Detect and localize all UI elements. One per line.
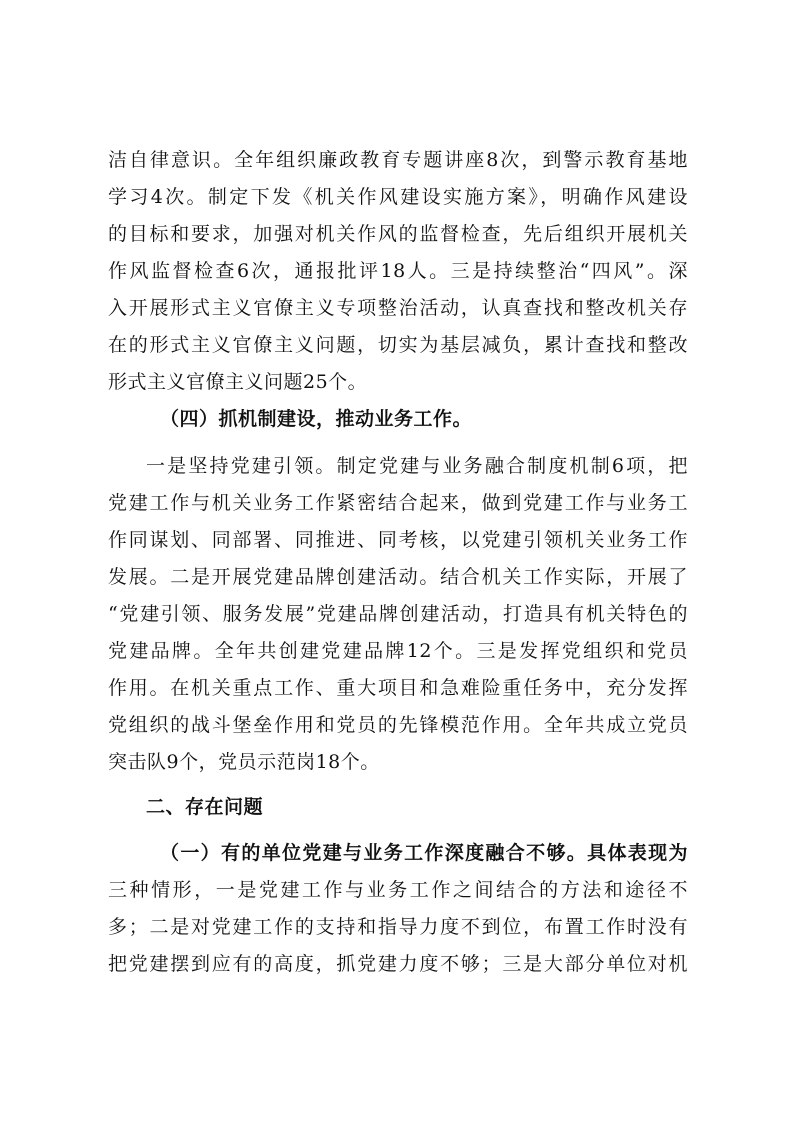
body-text-line: 突击队9个，党员示范岗18个。 (108, 751, 380, 773)
body-text-line: 形式主义官僚主义问题25个。 (108, 371, 368, 393)
body-text-line: 多；二是对党建工作的支持和指导力度不到位，布置工作时没有 (108, 916, 688, 938)
body-text-line: 发展。二是开展党建品牌创建活动。结合机关工作实际，开展了 (108, 566, 688, 588)
body-text-line: 把党建摆到应有的高度，抓党建力度不够；三是大部分单位对机 (108, 953, 688, 975)
body-text-line: 的目标和要求，加强对机关作风的监督检查，先后组织开展机关 (108, 223, 688, 245)
body-text-line: 党建工作与机关业务工作紧密结合起来，做到党建工作与业务工 (108, 492, 688, 514)
body-text-line: 作风监督检查6次，通报批评18人。三是持续整治“四风”。深 (108, 260, 688, 282)
body-text-line: 一是坚持党建引领。制定党建与业务融合制度机制6项，把 (146, 455, 688, 477)
body-text-line: 作用。在机关重点工作、重大项目和急难险重任务中，充分发挥 (108, 677, 688, 699)
body-text-line: 学习4次。制定下发《机关作风建设实施方案》，明确作风建设 (108, 186, 688, 208)
body-text-line: 党建品牌。全年共创建党建品牌12个。三是发挥党组织和党员 (108, 640, 688, 662)
body-text-line: 党组织的战斗堡垒作用和党员的先锋模范作用。全年共成立党员 (108, 714, 688, 736)
body-text-line: 在的形式主义官僚主义问题，切实为基层减负，累计查找和整改 (108, 334, 688, 356)
subheading-four: （四）抓机制建设，推动业务工作。 (160, 408, 473, 430)
body-text-line: 三种情形，一是党建工作与业务工作之间结合的方法和途径不 (108, 879, 688, 901)
section-heading: 二、存在问题 (146, 796, 264, 818)
body-text-line: “党建引领、服务发展”党建品牌创建活动，打造具有机关特色的 (108, 603, 688, 625)
body-text-line: 洁自律意识。全年组织廉政教育专题讲座8次，到警示教育基地 (108, 149, 688, 171)
body-text-line: 作同谋划、同部署、同推进、同考核，以党建引领机关业务工作 (108, 529, 688, 551)
body-text-line: （一）有的单位党建与业务工作深度融合不够。具体表现为 (160, 842, 688, 864)
body-text-line: 入开展形式主义官僚主义专项整治活动，认真查找和整改机关存 (108, 297, 688, 319)
